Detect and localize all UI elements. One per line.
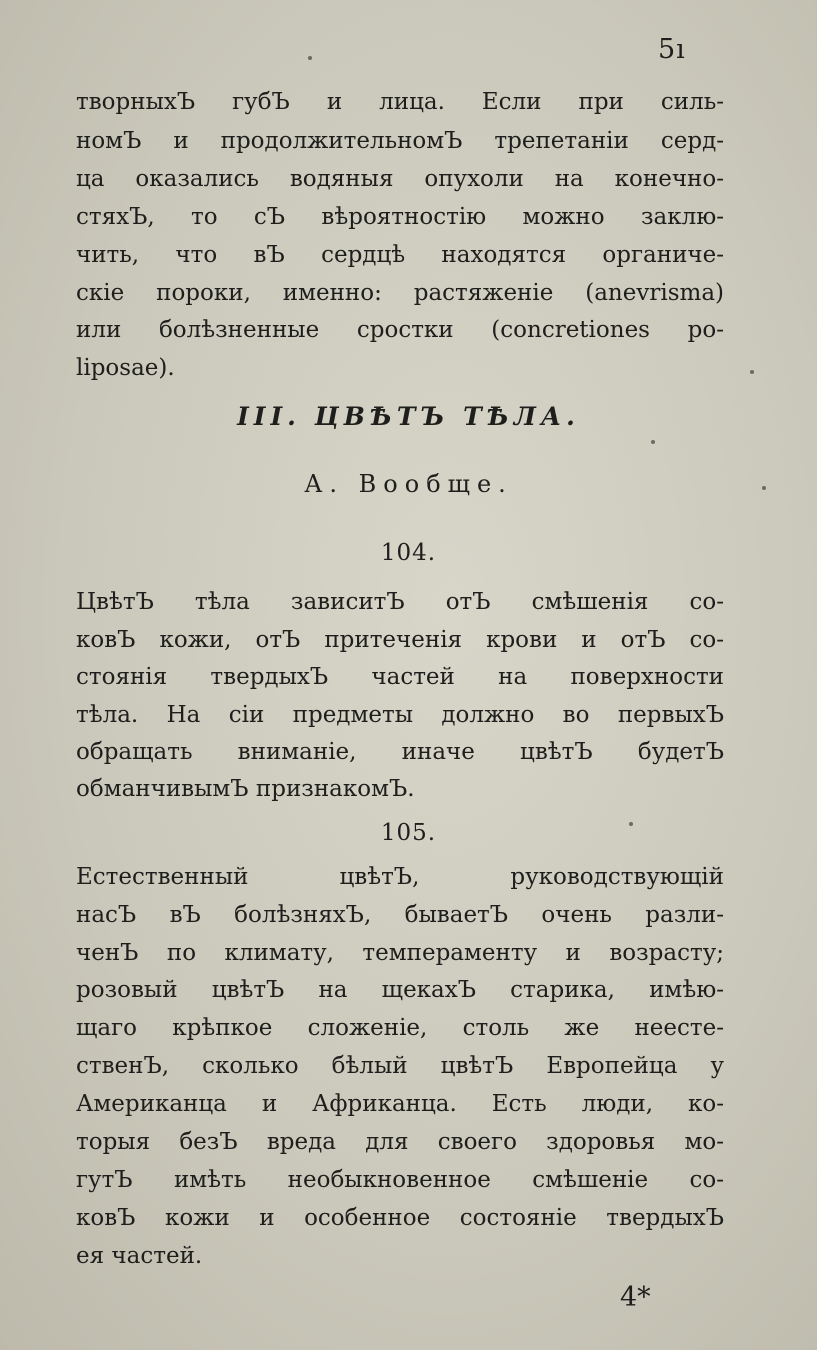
text-line: liposae). <box>76 355 175 381</box>
ink-speck <box>629 822 633 826</box>
text-line: номЪ и продолжительномЪ трепетаніи серд- <box>76 128 724 154</box>
text-line: обращать вниманіе, иначе цвѣтЪ будетЪ <box>76 739 724 765</box>
text-line: Естественный цвѣтЪ, руководствующій <box>76 864 724 890</box>
text-line: ственЪ, сколько бѣлый цвѣтЪ Европейца у <box>76 1053 724 1079</box>
text-line: розовый цвѣтЪ на щекахЪ старика, имѣю- <box>76 977 724 1003</box>
text-line: ковЪ кожи и особенное состояніе твердыхЪ <box>76 1205 724 1231</box>
printer-signature-mark: 4* <box>620 1282 651 1313</box>
text-line: щаго крѣпкое сложеніе, столь же неесте- <box>76 1015 724 1041</box>
ink-speck <box>651 440 655 444</box>
text-line: торыя безЪ вреда для своего здоровья мо- <box>76 1129 724 1155</box>
subsection-heading: А. Вообще. <box>304 470 513 498</box>
text-line: стяхЪ, то сЪ вѣроятностію можно заклю- <box>76 204 724 230</box>
text-line: ченЪ по климату, темпераменту и возрасту; <box>76 940 724 966</box>
text-line: ковЪ кожи, отЪ притеченія крови и отЪ со- <box>76 627 724 653</box>
text-line: обманчивымЪ признакомЪ. <box>76 776 415 802</box>
text-line: гутЪ имѣть необыкновенное смѣшеніе со- <box>76 1167 724 1193</box>
ink-speck <box>750 370 754 374</box>
text-line: стоянія твердыхЪ частей на поверхности <box>76 664 724 690</box>
section-number-104: 104. <box>380 540 437 566</box>
text-line: тѣла. На сіи предметы должно во первыхЪ <box>76 702 724 728</box>
text-line: чить, что вЪ сердцѣ находятся органиче- <box>76 242 724 268</box>
text-line: Американца и Африканца. Есть люди, ко- <box>76 1091 724 1117</box>
page-number: 5ı <box>658 34 686 65</box>
section-heading: III. ЦВѢТЪ ТѢЛА. <box>237 402 580 431</box>
section-number-105: 105. <box>380 820 437 846</box>
ink-speck <box>762 486 766 490</box>
text-line: ея частей. <box>76 1243 203 1269</box>
text-line: ца оказались водяныя опухоли на конечно- <box>76 166 724 192</box>
ink-speck <box>308 56 312 60</box>
text-line: насЪ вЪ болѣзняхЪ, бываетЪ очень разли- <box>76 902 724 928</box>
text-line: или болѣзненные сростки (concretiones po- <box>76 317 724 343</box>
text-line: ЦвѣтЪ тѣла зависитЪ отЪ смѣшенія со- <box>76 589 724 615</box>
text-line: творныхЪ губЪ и лица. Если при силь- <box>76 89 724 115</box>
text-line: скіе пороки, именно: растяженіе (anevrisma) <box>76 280 724 306</box>
